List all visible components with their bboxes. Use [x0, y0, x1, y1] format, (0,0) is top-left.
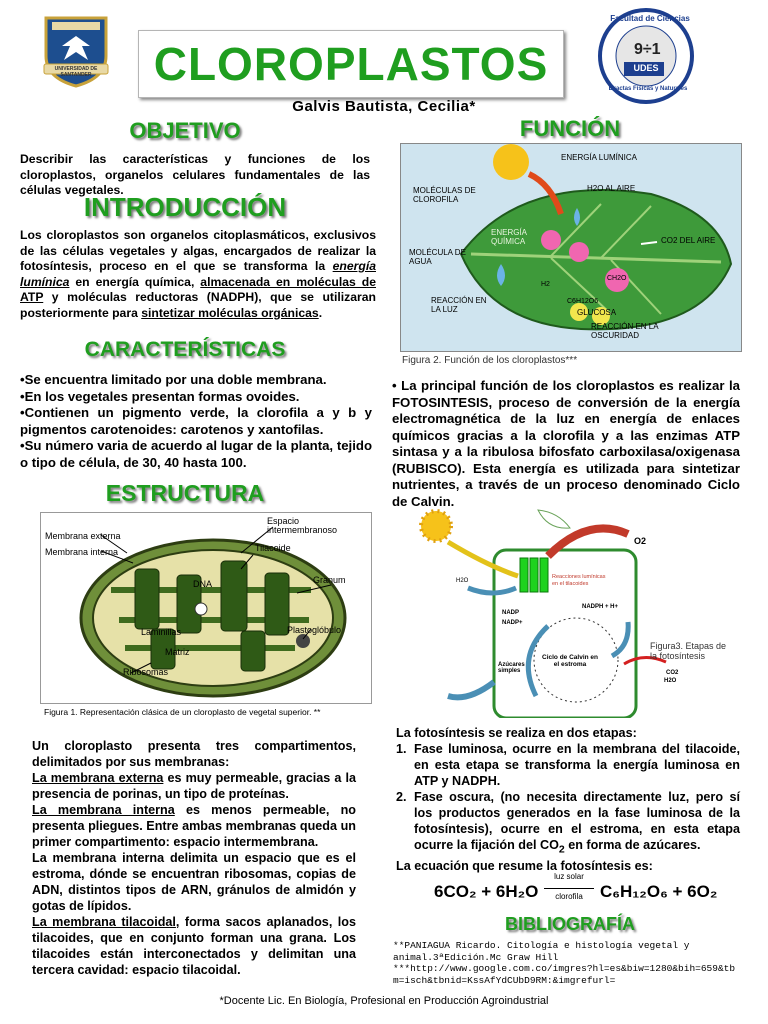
faculty-logo — [590, 6, 702, 106]
equation-products: C₆H₁₂O₆ + 6O₂ — [600, 882, 718, 901]
label-membrana-interna: Membrana interna — [45, 547, 119, 557]
ref-2: ***http://www.google.com.co/imgres?hl=es&biw=1280&bih=659&tbm=isch&tbnid=KssAfYdCUbD9RM:&imgrefurl= — [393, 963, 736, 986]
label-dna: DNA — [193, 579, 213, 589]
label-energia-luminica: ENERGÍA LUMÍNICA — [561, 153, 638, 162]
list-item: •Su número varia de acuerdo al lugar de la planta, tejido o tipo de célula, de 30, 40 hasta 100. — [20, 438, 372, 470]
figure2-caption: Figura 2. Función de los cloroplastos*** — [402, 355, 578, 366]
label-granum: Granum — [313, 575, 346, 585]
label-reacciones-luminicas: Reacciones lumínicas en el tilacoides — [552, 574, 606, 587]
label-plastoglobulo: Plastoglóbulo — [287, 625, 342, 635]
label-co2: CO2 — [666, 670, 679, 676]
label-reaccion-oscuridad: REACCIÓN EN LA OSCURIDAD — [591, 322, 659, 340]
faculty-logo-text: Facultad de Ciencias — [610, 14, 690, 23]
equation-condition-bottom: clorofila — [555, 892, 583, 901]
figure3-caption: Figura3. Etapas de la fotosíntesis — [650, 641, 727, 661]
label-o2: O2 — [634, 536, 647, 546]
university-logo — [38, 12, 114, 88]
label-ch2o: CH2O — [607, 275, 627, 282]
label-c6h12o6: C6H12O6 — [567, 298, 599, 305]
label-glucosa: GLUCOSA — [577, 308, 617, 317]
equation-arrow — [544, 888, 594, 889]
label-azucares: Azúcares simples — [498, 662, 525, 674]
label-espacio-intermembranoso: Espacio intermembranoso — [267, 516, 338, 535]
author: Galvis Bautista, Cecilia* — [292, 98, 476, 115]
bibliografia-heading: BIBLIOGRAFÍA — [505, 914, 635, 934]
label-nadp: NADP — [502, 610, 520, 616]
photosynthesis-equation — [434, 872, 734, 912]
funcion-text: • La principal función de los cloroplastos es realizar la FOTOSINTESIS, proceso de conversión de la energía electromagnética de la luz en energía de enlaces químicos gracias a la clorofila y a las enzimas ATP sintasa y a la ribulosa bifosfato carboxilasa/oxigenasa (RUBISCO). Esta energía es utilizada para sintetizar nutrientes, a través de un proceso denominado Ciclo de Calvin. — [392, 378, 740, 509]
label-h2o-in: H2O — [456, 578, 469, 584]
funcion-heading: FUNCIÓN — [519, 116, 621, 141]
footer-note: *Docente Lic. En Biología, Profesional en Producción Agroindustrial — [219, 995, 549, 1007]
label-h2o-aire: H2O AL AIRE — [587, 184, 636, 193]
objetivo-text: Describir las características y funciones de los cloroplastos, organelos celulares fundamentales de las células vegetales. — [20, 152, 370, 197]
label-co2-aire: CO2 DEL AIRE — [661, 236, 716, 245]
label-h2: H2 — [541, 281, 550, 288]
university-logo-text: UNIVERSIDAD DE SANTANDER — [54, 66, 98, 78]
label-nadp-plus: NADP+ — [502, 620, 523, 626]
photosynthesis-figure — [398, 506, 740, 718]
etapa-1: Fase luminosa, ocurre en la membrana del tilacoide, en esta etapa se transforma la energía luminosa en ATP y NADPH. — [414, 742, 740, 788]
introduccion-text: Los cloroplastos son organelos citoplasmáticos, exclusivos de las células vegetales y algas, encargados de realizar la fotosíntesis, proceso en el que se transforma la energía lumínica en energía química, almacenada en moléculas de ATP y moléculas reductoras (NADPH), que se utilizaran posteriormente para sintetizar moléculas orgánicas. — [20, 228, 376, 320]
figure1-caption: Figura 1. Representación clásica de un cloroplasto de vegetal superior. ** — [44, 707, 321, 717]
equation-reactants: 6CO₂ + 6H₂O — [434, 882, 539, 901]
faculty-logo-sub: Exactas Físicas y Naturales — [608, 86, 688, 92]
estructura-text: Un cloroplasto presenta tres compartimentos, delimitados por sus membranas: La membrana externa es muy permeable, gracias a la presencia de porinas, un tipo de proteínas. La membrana interna es menos permeable, no presenta pliegues. Entre ambas membranas queda un primer compartimento: espacio intermembrana. La membrana interna delimita un espacio que es el estroma, dónde se encuentran ribosomas, copias de ADN, distintos tipos de ARN, gránulos de almidón y gotas de lípidos. La membrana tilacoidal, forma sacos aplanados, los tilacoides, que en conjunto forman una grana. Los tilacoides están interconectados y delimitan una tercera cavidad: espacio tilacoidal. — [32, 739, 357, 977]
introduccion-heading: INTRODUCCIÓN — [83, 192, 287, 222]
chloroplast-figure — [40, 512, 372, 704]
etapas-text: La fotosíntesis se realiza en dos etapas: 1. Fase luminosa, ocurre en la membrana del tilacoide, en esta etapa se transforma la energía luminosa en ATP y NADPH. 2. Fase oscura, (no necesita directamente luz, pero sí los productos generados en la fase luminosa de la fotosíntesis), ocurre en el estroma, en esta etapa ocurre la fijación del $CO_2$ en forma de azúcares. La ecuación que resume la fotosíntesis es: — [396, 726, 740, 873]
label-h2o-out: H2O — [664, 678, 677, 684]
list-item: •En los vegetales presentan formas ovoides. — [20, 388, 300, 404]
label-molecula-agua: MOLÉCULA DE AGUA — [409, 248, 466, 266]
label-laminillas: Laminillas — [141, 627, 182, 637]
objetivo-heading: OBJETIVO — [129, 118, 241, 143]
label-energia-quimica: ENERGÍA QUÍMICA — [491, 228, 527, 246]
label-membrana-externa: Membrana externa — [45, 531, 121, 541]
svg-text:9÷1: 9÷1 — [634, 41, 661, 58]
label-reaccion-luz: REACCIÓN EN LA LUZ — [431, 296, 487, 314]
estructura-heading: ESTRUCTURA — [105, 480, 265, 506]
page-title: CLOROPLASTOS — [138, 30, 564, 98]
label-ciclo-calvin: Ciclo de Calvin en el estroma — [542, 654, 598, 668]
label-ribosomas: Ribosomas — [123, 667, 169, 677]
label-matriz: Matriz — [165, 647, 190, 657]
list-item: •Se encuentra limitado por una doble membrana. — [20, 372, 327, 387]
faculty-logo-badge: UDES — [633, 63, 659, 73]
etapa-2: Fase oscura, (no necesita directamente luz, pero sí los productos generados en la fase luminosa de la fotosíntesis), ocurre en el estroma, en esta etapa ocurre la fijación del $CO_2$ en forma de azúcares. — [414, 790, 740, 856]
label-moleculas-clorofila: MOLÉCULAS DE CLOROFILA — [413, 186, 476, 204]
label-tilacoide: Tilacoide — [255, 543, 291, 553]
ref-1: **PANIAGUA Ricardo. Citología e histología vegetal y animal.3ªEdición.Mc Graw Hill — [393, 940, 690, 963]
caracteristicas-list — [20, 372, 372, 471]
leaf-figure — [400, 143, 742, 352]
list-item: •Contienen un pigmento verde, la clorofila a y b y pigmentos carotenoides: carotenos y xantofilas. — [20, 405, 372, 437]
label-nadph: NADPH + H+ — [582, 604, 619, 610]
caracteristicas-heading: CARACTERÍSTICAS — [84, 338, 286, 361]
equation-condition-top: luz solar — [554, 872, 584, 881]
